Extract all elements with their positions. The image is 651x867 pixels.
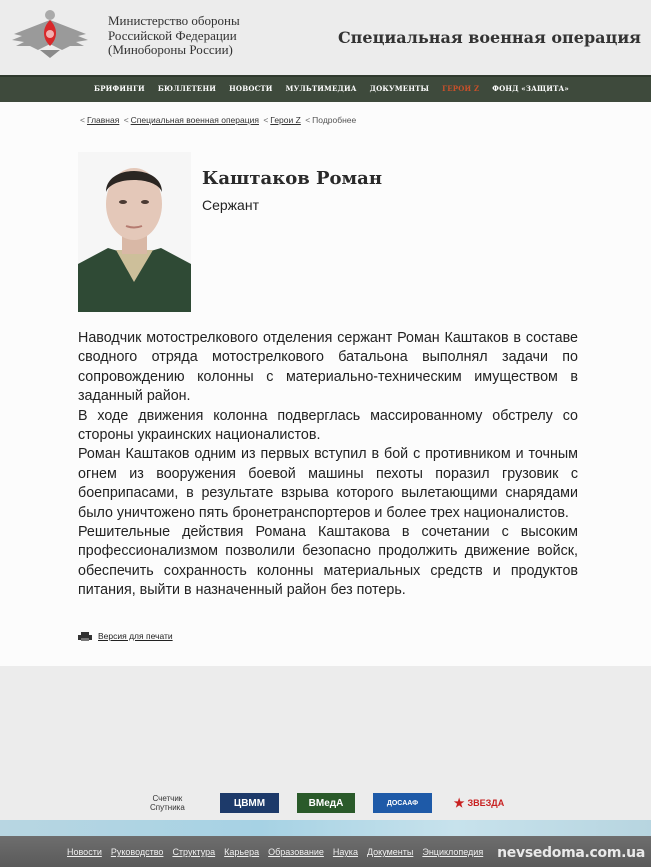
partner-label: ЦВММ	[233, 797, 266, 809]
article-paragraph: Решительные действия Романа Каштакова в сочетании с высоким профессионализмом позволили безопасно продолжить движение войск, обеспечить сохранность колонны материальных средств и продуктов питания, выйти в назначенный район без потерь.	[78, 524, 578, 599]
star-icon: ★	[453, 796, 465, 810]
main-nav	[0, 75, 651, 102]
footer-link-science[interactable]: Наука	[332, 847, 358, 857]
hero-rank: Сержант	[202, 197, 259, 213]
print-version[interactable]	[78, 631, 173, 641]
partner-vmeda[interactable]	[297, 793, 355, 813]
nav-item-documents[interactable]: ДОКУМЕНТЫ	[369, 84, 430, 93]
nav-item-news[interactable]: НОВОСТИ	[229, 84, 273, 93]
footer-link-news[interactable]: Новости	[67, 847, 102, 857]
printer-icon	[78, 632, 92, 641]
footer-link-documents[interactable]: Документы	[366, 847, 414, 857]
breadcrumb-separator: <	[263, 115, 269, 125]
breadcrumb-separator: <	[305, 115, 311, 125]
main-content	[0, 102, 651, 666]
eagle-emblem-icon[interactable]	[8, 6, 92, 62]
breadcrumb-home[interactable]: Главная	[86, 115, 120, 125]
partners-bar	[0, 788, 651, 820]
article-paragraph: В ходе движения колонна подверглась массированному обстрелу со стороны украинских националистов.	[78, 407, 578, 444]
breadcrumb-svo[interactable]: Специальная военная операция	[130, 115, 259, 125]
ministry-line: Российской Федерации	[108, 27, 237, 43]
breadcrumb	[78, 115, 356, 125]
watermark: nevsedoma.com.ua	[497, 845, 645, 861]
site-title: Специальная военная операция	[337, 28, 641, 47]
breadcrumb-separator: <	[123, 115, 129, 125]
ministry-line: Министерство обороны	[108, 13, 240, 28]
nav-item-heroes-z[interactable]: ГЕРОИ Z	[442, 84, 480, 93]
counter-line: Счетчик	[152, 794, 183, 803]
soldier-portrait-image	[78, 152, 191, 312]
footer-link-encyclopedia[interactable]: Энциклопедия	[422, 847, 484, 857]
footer-link-education[interactable]: Образование	[268, 847, 324, 857]
footer-link-career[interactable]: Карьера	[224, 847, 260, 857]
nav-item-fund-zashchita[interactable]: ФОНД «ЗАЩИТА»	[492, 84, 569, 93]
decorative-strip	[0, 820, 651, 836]
sputnik-counter[interactable]	[150, 794, 185, 812]
ministry-line: (Минобороны России)	[108, 42, 233, 57]
counter-line: Спутника	[150, 803, 185, 812]
footer-link-leadership[interactable]: Руководство	[110, 847, 164, 857]
site-footer	[0, 836, 651, 867]
partner-label: ВМедА	[308, 797, 344, 809]
nav-item-bulletins[interactable]: БЮЛЛЕТЕНИ	[157, 84, 217, 93]
partner-zvezda[interactable]	[450, 793, 508, 813]
nav-item-multimedia[interactable]: МУЛЬТИМЕДИА	[285, 84, 357, 93]
breadcrumb-current: Подробнее	[312, 115, 357, 125]
article-paragraph: Роман Каштаков одним из первых вступил в бой с противником и точным огнем из вооружения боевой машины пехоты поразил грузовик с боеприпасами, в результате взрыва которого вылетающими снарядами было уничтожено пять бронетранспортеров и более трех националистов.	[78, 446, 578, 521]
article-body	[78, 329, 578, 601]
nav-item-briefings[interactable]: БРИФИНГИ	[94, 84, 145, 93]
breadcrumb-separator: <	[80, 115, 85, 125]
partner-label: ЗВЕЗДА	[467, 798, 505, 808]
partner-cvmm[interactable]	[220, 793, 279, 813]
footer-link-structure[interactable]: Структура	[172, 847, 216, 857]
site-header	[0, 0, 651, 75]
partner-dosaaf[interactable]	[373, 793, 432, 813]
breadcrumb-heroes[interactable]: Герои Z	[270, 115, 301, 125]
print-version-link[interactable]: Версия для печати	[98, 631, 173, 641]
profile-photo	[78, 152, 191, 312]
article-paragraph: Наводчик мотострелкового отделения сержант Роман Каштаков в составе сводного отряда мотострелкового батальона выполнял задачи по сопровождению колонны с материально-техническим имуществом в заданный район.	[78, 330, 578, 405]
partner-label: ДОСААФ	[386, 799, 419, 807]
hero-name: Каштаков Роман	[202, 168, 382, 189]
ministry-name	[108, 14, 240, 58]
